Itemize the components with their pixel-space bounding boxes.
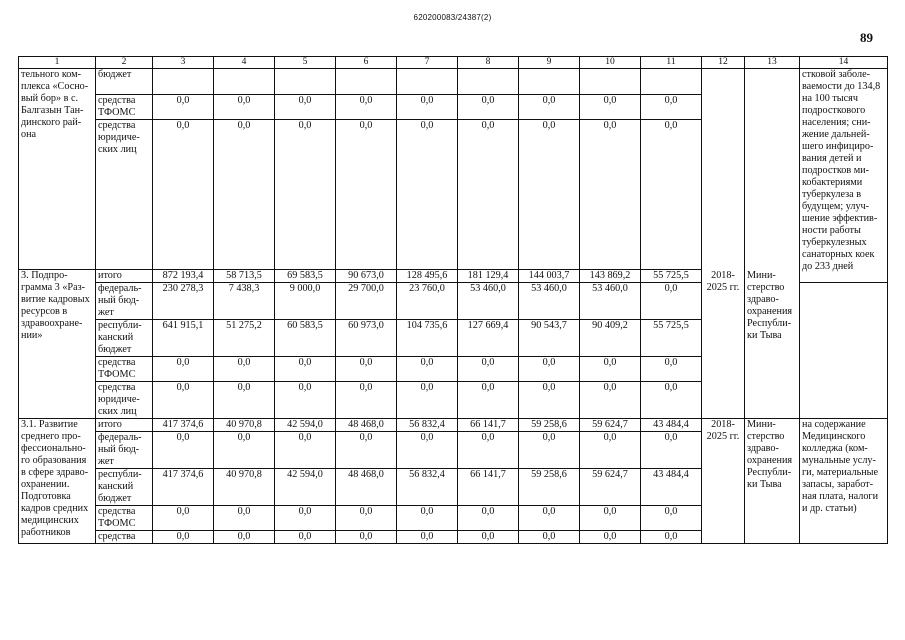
amount-cell: 0,0 <box>153 531 214 544</box>
table-row <box>19 270 888 283</box>
column-number-row <box>19 57 888 69</box>
amount-cell: 0,0 <box>275 357 336 382</box>
budget-table <box>18 56 888 544</box>
amount-cell: 872 193,4 <box>153 270 214 283</box>
funding-source: средства <box>96 531 153 544</box>
funding-source: средства юридиче- ских лиц <box>96 120 153 270</box>
amount-cell: 0,0 <box>275 432 336 469</box>
amount-cell: 56 832,4 <box>397 419 458 432</box>
amount-cell <box>519 69 580 95</box>
column-number: 5 <box>275 57 336 69</box>
funding-source: республи- канский бюджет <box>96 469 153 506</box>
column-number: 9 <box>519 57 580 69</box>
funding-source: федераль- ный бюд- жет <box>96 432 153 469</box>
expected-result: на содержание Медицинского колледжа (ком- мунальные услу- ги, материальные запасы, заработ- ная плата, налоги и др. статьи) <box>800 419 888 544</box>
amount-cell: 0,0 <box>519 95 580 120</box>
amount-cell: 0,0 <box>641 357 702 382</box>
amount-cell: 0,0 <box>153 382 214 419</box>
amount-cell: 0,0 <box>214 382 275 419</box>
expected-result <box>800 283 888 320</box>
column-number: 1 <box>19 57 96 69</box>
amount-cell: 7 438,3 <box>214 283 275 320</box>
amount-cell: 0,0 <box>397 531 458 544</box>
amount-cell: 0,0 <box>336 357 397 382</box>
amount-cell: 66 141,7 <box>458 469 519 506</box>
amount-cell: 0,0 <box>214 357 275 382</box>
amount-cell: 60 973,0 <box>336 320 397 357</box>
amount-cell: 0,0 <box>580 382 641 419</box>
expected-result: стковой заболе- ваемости до 134,8 на 100 тысяч подросткового населения; сни- жение дальней- шего инфициро- вания детей и подростков ми- кобактериями туберкулеза в будущем; улуч- шение эффектив- ности работы туберкулезных санаторных коек до 233 дней <box>800 69 888 283</box>
column-number: 6 <box>336 57 397 69</box>
column-number: 10 <box>580 57 641 69</box>
amount-cell: 90 409,2 <box>580 320 641 357</box>
amount-cell: 42 594,0 <box>275 419 336 432</box>
amount-cell <box>641 69 702 95</box>
amount-cell: 0,0 <box>397 506 458 531</box>
funding-source: республи- канский бюджет <box>96 320 153 357</box>
amount-cell: 69 583,5 <box>275 270 336 283</box>
amount-cell: 0,0 <box>458 531 519 544</box>
table-row <box>19 95 888 120</box>
amount-cell: 0,0 <box>580 120 641 270</box>
amount-cell <box>336 69 397 95</box>
amount-cell: 0,0 <box>641 95 702 120</box>
column-number: 14 <box>800 57 888 69</box>
funding-source: средства ТФОМС <box>96 95 153 120</box>
funding-source: средства ТФОМС <box>96 357 153 382</box>
funding-source: итого <box>96 419 153 432</box>
amount-cell: 0,0 <box>336 120 397 270</box>
document-code: 620200083/24387(2) <box>413 13 492 22</box>
amount-cell: 0,0 <box>580 506 641 531</box>
expected-result <box>800 357 888 382</box>
amount-cell <box>397 69 458 95</box>
amount-cell: 0,0 <box>580 95 641 120</box>
amount-cell: 0,0 <box>641 506 702 531</box>
expected-result <box>800 382 888 419</box>
amount-cell: 230 278,3 <box>153 283 214 320</box>
table-row <box>19 69 888 95</box>
amount-cell: 0,0 <box>275 120 336 270</box>
column-number: 13 <box>745 57 800 69</box>
amount-cell: 0,0 <box>519 120 580 270</box>
amount-cell: 29 700,0 <box>336 283 397 320</box>
column-number: 7 <box>397 57 458 69</box>
amount-cell: 59 624,7 <box>580 469 641 506</box>
amount-cell: 0,0 <box>519 357 580 382</box>
funding-source: федераль- ный бюд- жет <box>96 283 153 320</box>
amount-cell: 59 258,6 <box>519 469 580 506</box>
amount-cell <box>153 69 214 95</box>
amount-cell: 0,0 <box>397 357 458 382</box>
table-row <box>19 120 888 270</box>
amount-cell: 0,0 <box>153 95 214 120</box>
amount-cell: 0,0 <box>275 382 336 419</box>
amount-cell: 43 484,4 <box>641 419 702 432</box>
amount-cell: 0,0 <box>580 531 641 544</box>
amount-cell <box>458 69 519 95</box>
funding-source: средства юридиче- ских лиц <box>96 382 153 419</box>
period-cell <box>702 95 745 120</box>
amount-cell: 0,0 <box>458 357 519 382</box>
amount-cell: 128 495,6 <box>397 270 458 283</box>
executor-cell: Мини- стерство здраво- охранения Республи- ки Тыва <box>745 419 800 544</box>
amount-cell: 127 669,4 <box>458 320 519 357</box>
amount-cell: 0,0 <box>336 432 397 469</box>
amount-cell: 0,0 <box>641 382 702 419</box>
amount-cell: 42 594,0 <box>275 469 336 506</box>
amount-cell: 0,0 <box>153 357 214 382</box>
activity-name: тельного ком- плекса «Сосно- вый бор» в с. Балгазын Тан- динского рай- она <box>19 69 96 270</box>
amount-cell: 641 915,1 <box>153 320 214 357</box>
amount-cell: 0,0 <box>641 283 702 320</box>
amount-cell: 51 275,2 <box>214 320 275 357</box>
amount-cell: 0,0 <box>275 531 336 544</box>
amount-cell: 0,0 <box>214 531 275 544</box>
amount-cell: 90 543,7 <box>519 320 580 357</box>
amount-cell: 90 673,0 <box>336 270 397 283</box>
amount-cell: 104 735,6 <box>397 320 458 357</box>
activity-name: 3.1. Развитие среднего про- фессионально- го образования в сфере здраво- охранении. Подготовка кадров средних медицинских работников <box>19 419 96 544</box>
amount-cell: 53 460,0 <box>458 283 519 320</box>
amount-cell: 0,0 <box>519 531 580 544</box>
amount-cell: 0,0 <box>580 432 641 469</box>
expected-result <box>800 320 888 357</box>
amount-cell: 0,0 <box>214 506 275 531</box>
amount-cell: 43 484,4 <box>641 469 702 506</box>
funding-source: бюджет <box>96 69 153 95</box>
amount-cell: 56 832,4 <box>397 469 458 506</box>
amount-cell: 55 725,5 <box>641 320 702 357</box>
amount-cell: 66 141,7 <box>458 419 519 432</box>
amount-cell: 55 725,5 <box>641 270 702 283</box>
amount-cell: 0,0 <box>458 432 519 469</box>
executor-cell <box>745 95 800 120</box>
amount-cell: 48 468,0 <box>336 469 397 506</box>
amount-cell: 0,0 <box>519 382 580 419</box>
amount-cell: 0,0 <box>458 382 519 419</box>
amount-cell: 59 258,6 <box>519 419 580 432</box>
amount-cell: 181 129,4 <box>458 270 519 283</box>
column-number: 2 <box>96 57 153 69</box>
amount-cell: 0,0 <box>397 95 458 120</box>
column-number: 11 <box>641 57 702 69</box>
amount-cell: 58 713,5 <box>214 270 275 283</box>
amount-cell: 0,0 <box>397 120 458 270</box>
amount-cell: 0,0 <box>641 531 702 544</box>
amount-cell: 0,0 <box>336 382 397 419</box>
column-number: 3 <box>153 57 214 69</box>
amount-cell: 0,0 <box>214 432 275 469</box>
amount-cell: 0,0 <box>519 432 580 469</box>
amount-cell: 0,0 <box>641 120 702 270</box>
page-number: 89 <box>860 30 873 45</box>
amount-cell: 417 374,6 <box>153 419 214 432</box>
amount-cell: 23 760,0 <box>397 283 458 320</box>
amount-cell: 0,0 <box>458 120 519 270</box>
funding-source: итого <box>96 270 153 283</box>
amount-cell: 0,0 <box>275 95 336 120</box>
period-cell <box>702 120 745 270</box>
activity-name: 3. Подпро- грамма 3 «Раз- витие кадровых ресурсов в здравоохране- нии» <box>19 270 96 419</box>
column-number: 4 <box>214 57 275 69</box>
amount-cell: 0,0 <box>458 95 519 120</box>
amount-cell <box>214 69 275 95</box>
amount-cell: 59 624,7 <box>580 419 641 432</box>
amount-cell: 417 374,6 <box>153 469 214 506</box>
amount-cell <box>580 69 641 95</box>
amount-cell: 0,0 <box>214 120 275 270</box>
amount-cell: 143 869,2 <box>580 270 641 283</box>
funding-source: средства ТФОМС <box>96 506 153 531</box>
amount-cell: 40 970,8 <box>214 469 275 506</box>
period-cell: 2018- 2025 гг. <box>702 270 745 419</box>
amount-cell: 0,0 <box>153 120 214 270</box>
amount-cell: 0,0 <box>336 506 397 531</box>
amount-cell: 0,0 <box>275 506 336 531</box>
executor-cell <box>745 120 800 270</box>
amount-cell: 0,0 <box>153 506 214 531</box>
amount-cell: 0,0 <box>397 382 458 419</box>
amount-cell: 0,0 <box>153 432 214 469</box>
amount-cell <box>275 69 336 95</box>
amount-cell: 0,0 <box>214 95 275 120</box>
executor-cell <box>745 69 800 95</box>
executor-cell: Мини- стерство здраво- охранения Республи- ки Тыва <box>745 270 800 419</box>
amount-cell: 0,0 <box>519 506 580 531</box>
amount-cell: 60 583,5 <box>275 320 336 357</box>
period-cell: 2018- 2025 гг. <box>702 419 745 544</box>
table-row <box>19 419 888 432</box>
amount-cell: 53 460,0 <box>580 283 641 320</box>
amount-cell: 0,0 <box>641 432 702 469</box>
amount-cell: 53 460,0 <box>519 283 580 320</box>
amount-cell: 0,0 <box>580 357 641 382</box>
amount-cell: 9 000,0 <box>275 283 336 320</box>
column-number: 8 <box>458 57 519 69</box>
amount-cell: 144 003,7 <box>519 270 580 283</box>
amount-cell: 0,0 <box>336 95 397 120</box>
amount-cell: 0,0 <box>336 531 397 544</box>
amount-cell: 0,0 <box>458 506 519 531</box>
amount-cell: 40 970,8 <box>214 419 275 432</box>
period-cell <box>702 69 745 95</box>
amount-cell: 0,0 <box>397 432 458 469</box>
amount-cell: 48 468,0 <box>336 419 397 432</box>
column-number: 12 <box>702 57 745 69</box>
